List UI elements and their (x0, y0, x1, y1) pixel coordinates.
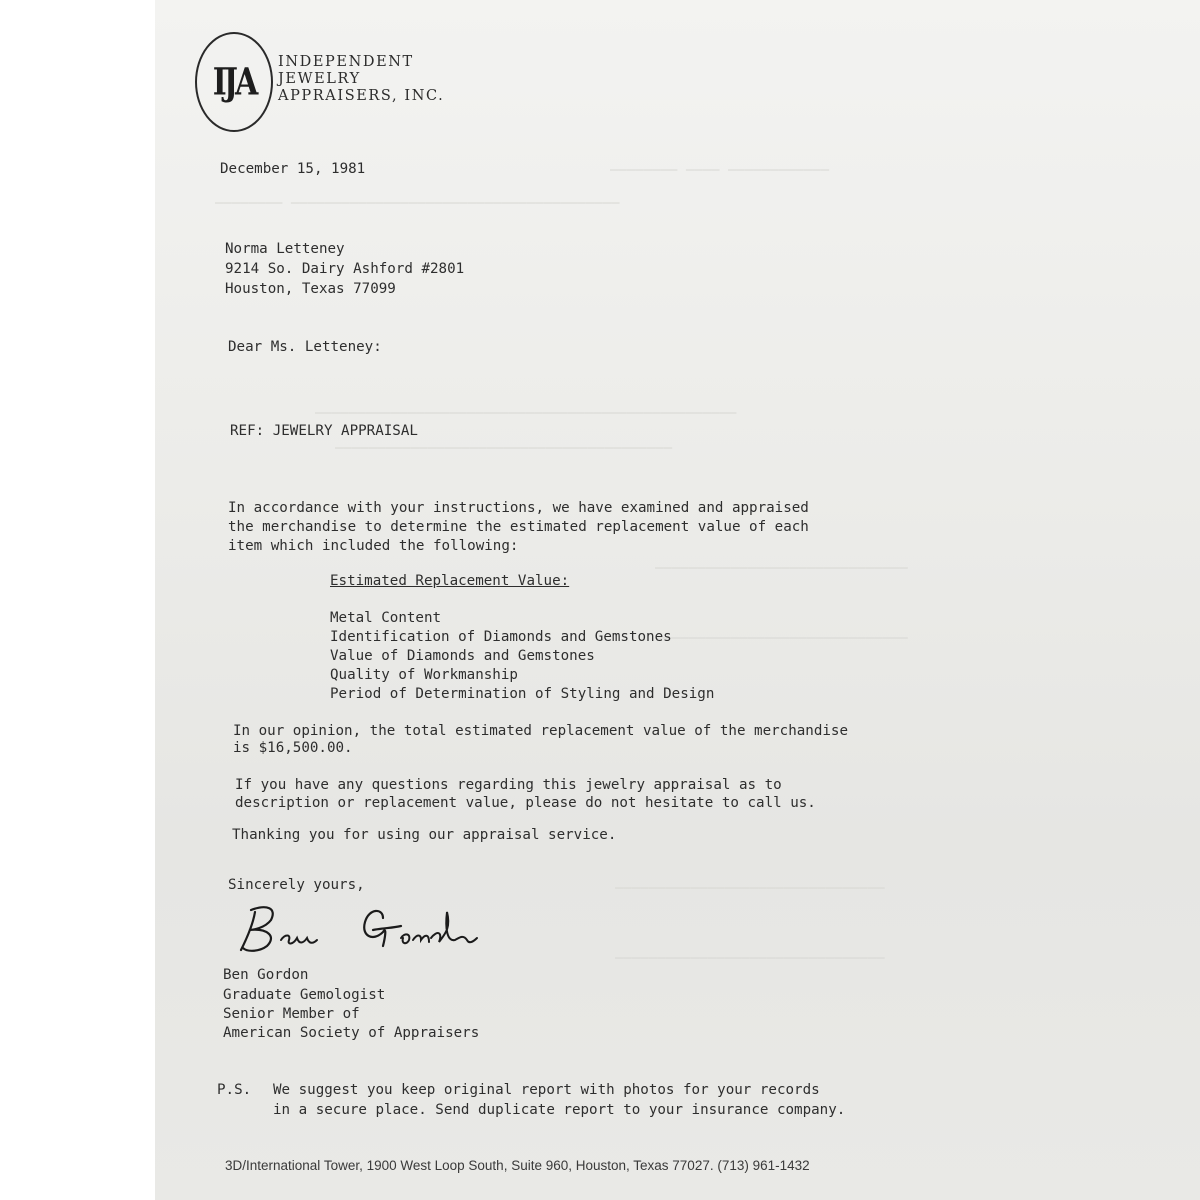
signer-title: Graduate Gemologist (223, 987, 386, 1003)
recipient-city: Houston, Texas 77099 (225, 281, 396, 297)
bleed-through-text: ———————————————————————————————— (615, 880, 885, 896)
closing: Sincerely yours, (228, 877, 365, 893)
list-item: Identification of Diamonds and Gemstones (330, 629, 672, 645)
list-item: Metal Content (330, 610, 442, 626)
bleed-through-text: —————————————————————————————— (655, 630, 908, 646)
logo-monogram: IJA (212, 60, 256, 104)
company-name-line: INDEPENDENT (278, 54, 414, 70)
handwritten-signature (233, 898, 493, 958)
letter-page (155, 0, 1200, 1200)
letterhead-footer: 3D/International Tower, 1900 West Loop South, Suite 960, Houston, Texas 77027. (713) 961-1432 (225, 1158, 810, 1173)
opinion-line: is $16,500.00. (233, 740, 353, 756)
recipient-street: 9214 So. Dairy Ashford #2801 (225, 261, 465, 277)
bleed-through-text: —————————————————————————————————————————————————— (315, 405, 737, 421)
list-item: Value of Diamonds and Gemstones (330, 648, 595, 664)
salutation: Dear Ms. Letteney: (228, 339, 382, 355)
company-name-line: JEWELRY (278, 71, 361, 87)
bleed-through-text: —————————————————————————————— (655, 560, 908, 576)
list-item: Period of Determination of Styling and Design (330, 686, 715, 702)
reference-line: REF: JEWELRY APPRAISAL (230, 423, 418, 439)
bleed-through-text: ———————————————————————————————— (615, 950, 885, 966)
signer-title: Senior Member of (223, 1006, 360, 1022)
list-heading: Estimated Replacement Value: (330, 573, 570, 589)
intro-line: item which included the following: (228, 538, 519, 554)
bleed-through-text: ———————— ——————————————————————————————————————— (215, 195, 620, 211)
recipient-name: Norma Letteney (225, 241, 345, 257)
opinion-line: In our opinion, the total estimated replacement value of the merchandise (233, 723, 848, 739)
questions-line: If you have any questions regarding this jewelry appraisal as to (235, 777, 782, 793)
intro-line: In accordance with your instructions, we have examined and appraised (228, 500, 809, 516)
signer-title: American Society of Appraisers (223, 1025, 480, 1041)
list-item: Quality of Workmanship (330, 667, 518, 683)
ps-line: We suggest you keep original report with photos for your records (273, 1082, 820, 1098)
thanks-line: Thanking you for using our appraisal service. (232, 827, 617, 843)
bleed-through-text: ———————— ———— ———————————— (610, 162, 830, 178)
company-logo (195, 32, 273, 132)
questions-line: description or replacement value, please do not hesitate to call us. (235, 795, 816, 811)
ps-line: in a secure place. Send duplicate report to your insurance company. (273, 1102, 846, 1118)
company-name (278, 54, 444, 105)
intro-line: the merchandise to determine the estimated replacement value of each (228, 519, 809, 535)
company-name-line: APPRAISERS, INC. (278, 88, 445, 104)
signer-name: Ben Gordon (223, 967, 309, 983)
bleed-through-text: ———————————————————————————————————————— (335, 440, 673, 456)
letter-date: December 15, 1981 (220, 161, 366, 177)
ps-label: P.S. (217, 1082, 252, 1098)
